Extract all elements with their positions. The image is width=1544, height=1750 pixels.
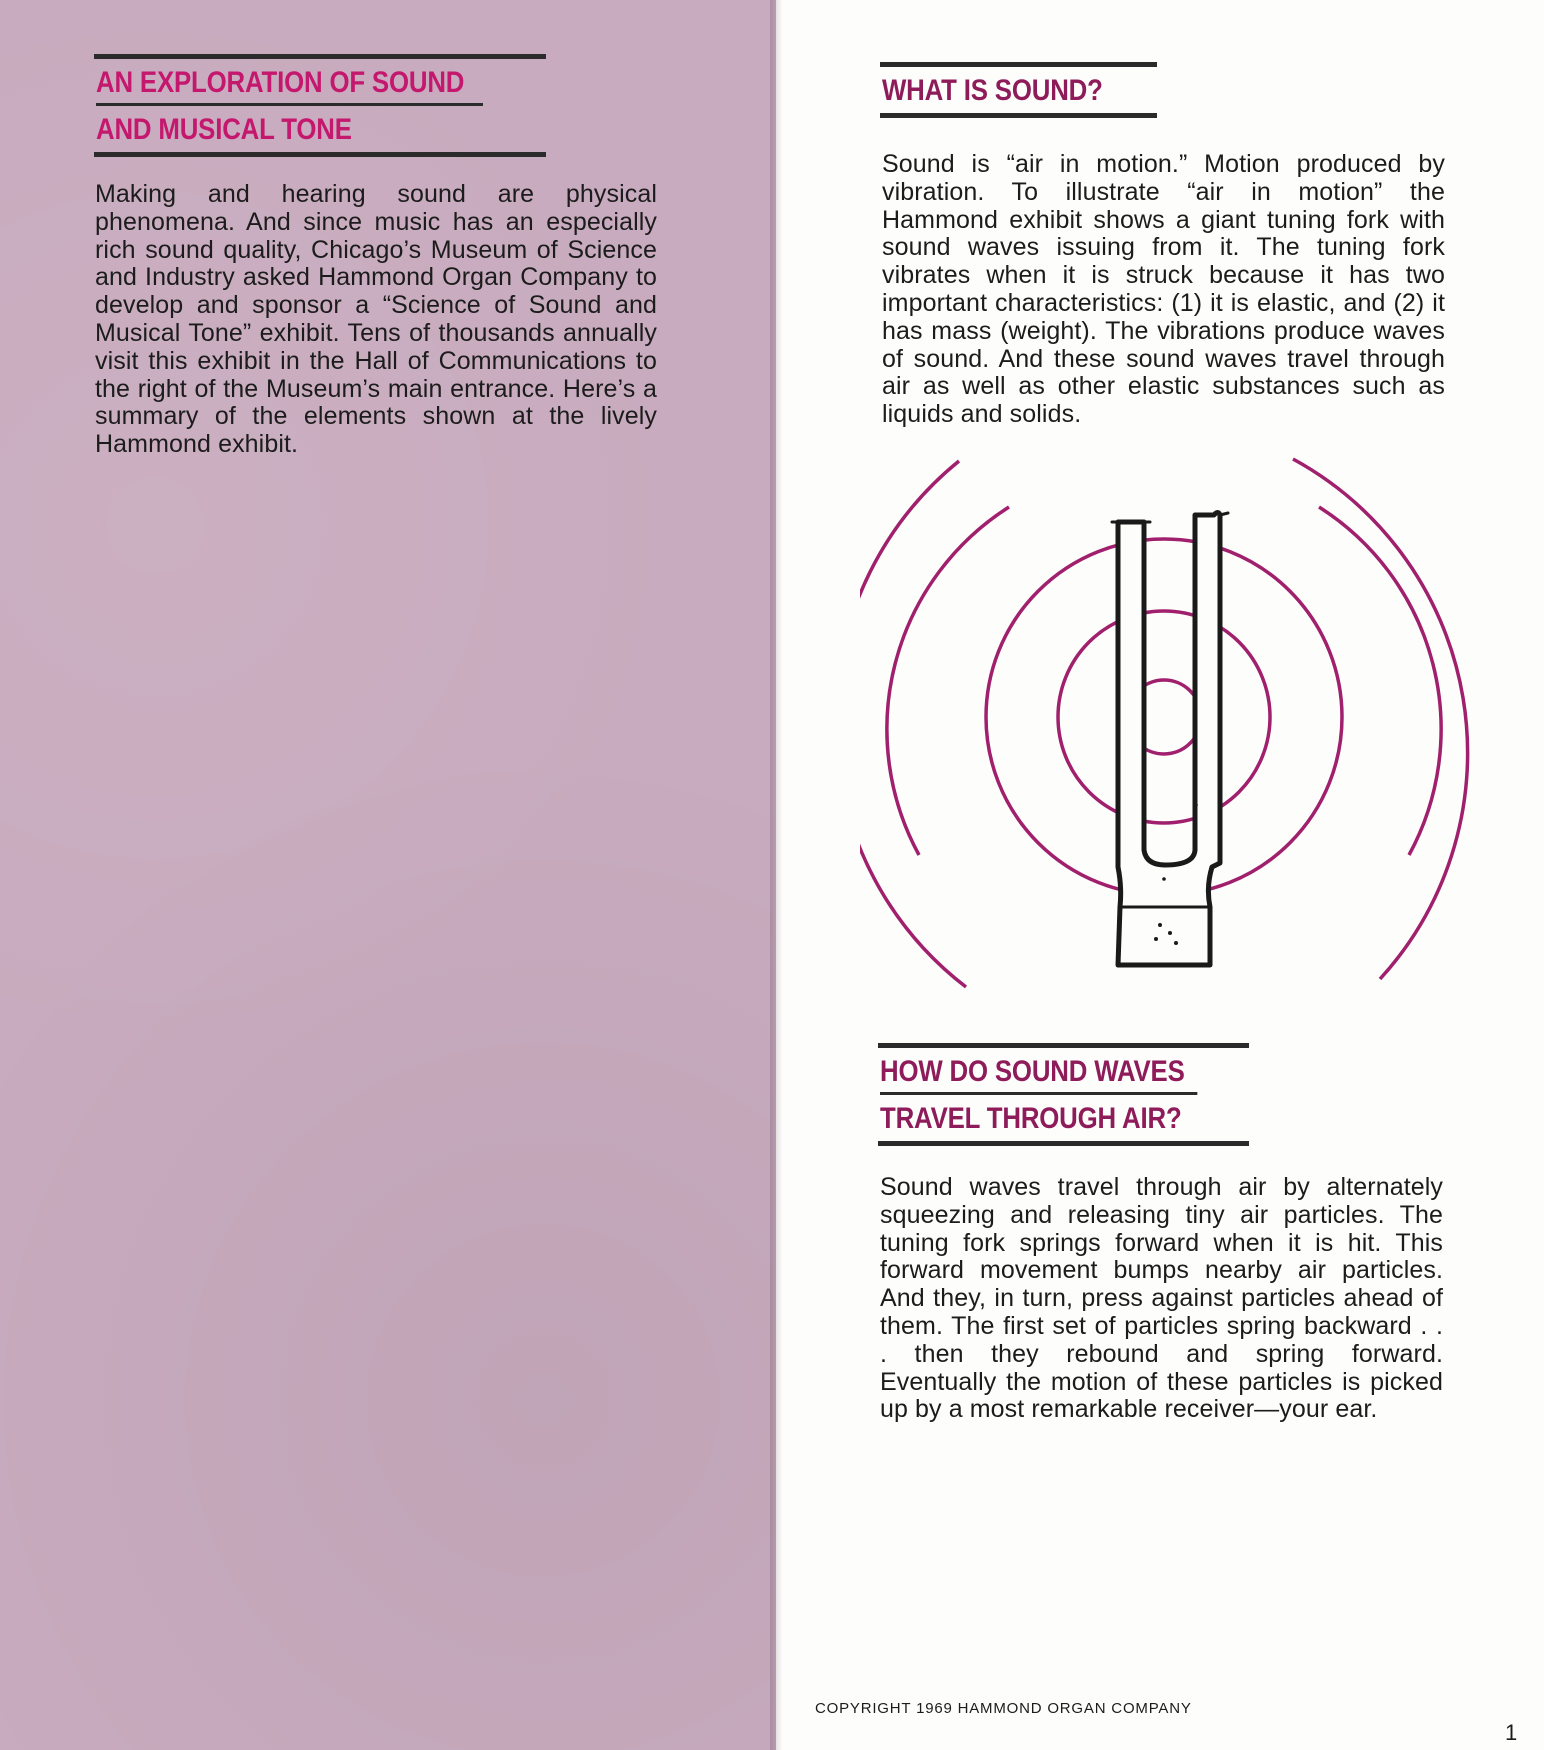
left-heading-line2: AND MUSICAL TONE bbox=[96, 113, 352, 146]
left-heading bbox=[94, 54, 546, 157]
left-heading-line1: AN EXPLORATION OF SOUND bbox=[96, 65, 483, 106]
wave-ring-3 bbox=[986, 539, 1342, 895]
copyright-notice: COPYRIGHT 1969 HAMMOND ORGAN COMPANY bbox=[815, 1700, 1192, 1717]
page-number: 1 bbox=[1505, 1720, 1518, 1745]
page-fold bbox=[770, 0, 782, 1750]
section1-body-text: Sound is “air in motion.” Motion produced by vibration. To illustrate “air in motion” the Hammond exhibit shows a giant tuning fork with sound waves issuing from it. The tuning fork vibrates when it is struck because it has two important characteristics: (1) it is elastic, and (2) it has mass (weight). The vibrations produce waves of sound. And these sound waves travel through air as well as other elastic substances such as liquids and solids. bbox=[882, 150, 1445, 429]
wave-ring-2 bbox=[1058, 611, 1270, 823]
section1-heading-text: WHAT IS SOUND? bbox=[882, 74, 1103, 107]
section2-heading-line2: TRAVEL THROUGH AIR? bbox=[880, 1102, 1182, 1135]
tuning-fork-icon bbox=[1112, 513, 1228, 966]
section1-heading bbox=[880, 62, 1157, 118]
section2-heading bbox=[878, 1043, 1249, 1146]
tuning-fork-illustration bbox=[860, 455, 1470, 1005]
section2-heading-line1: HOW DO SOUND WAVES bbox=[880, 1054, 1197, 1095]
left-body-text: Making and hearing sound are physical phenomena. And since music has an especially rich sound quality, Chicago’s Museum of Science and Industry asked Hammond Organ Company to develop and sponsor a “Science of Sound and Musical Tone” exhibit. Tens of thousands annually visit this exhibit in the Hall of Communications to the right of the Museum’s main entrance. Here’s a summary of the elements shown at the lively Hammond exhibit. bbox=[95, 180, 657, 459]
section2-body-text: Sound waves travel through air by alternately squeezing and releasing tiny air particles. The tuning fork springs forward when it is hit. This forward movement bumps nearby air particles. And they, in turn, press against particles ahead of them. The first set of particles spring backward . . . then they rebound and spring forward. Eventually the motion of these particles is picked up by a most remarkable receiver—your ear. bbox=[880, 1173, 1443, 1424]
